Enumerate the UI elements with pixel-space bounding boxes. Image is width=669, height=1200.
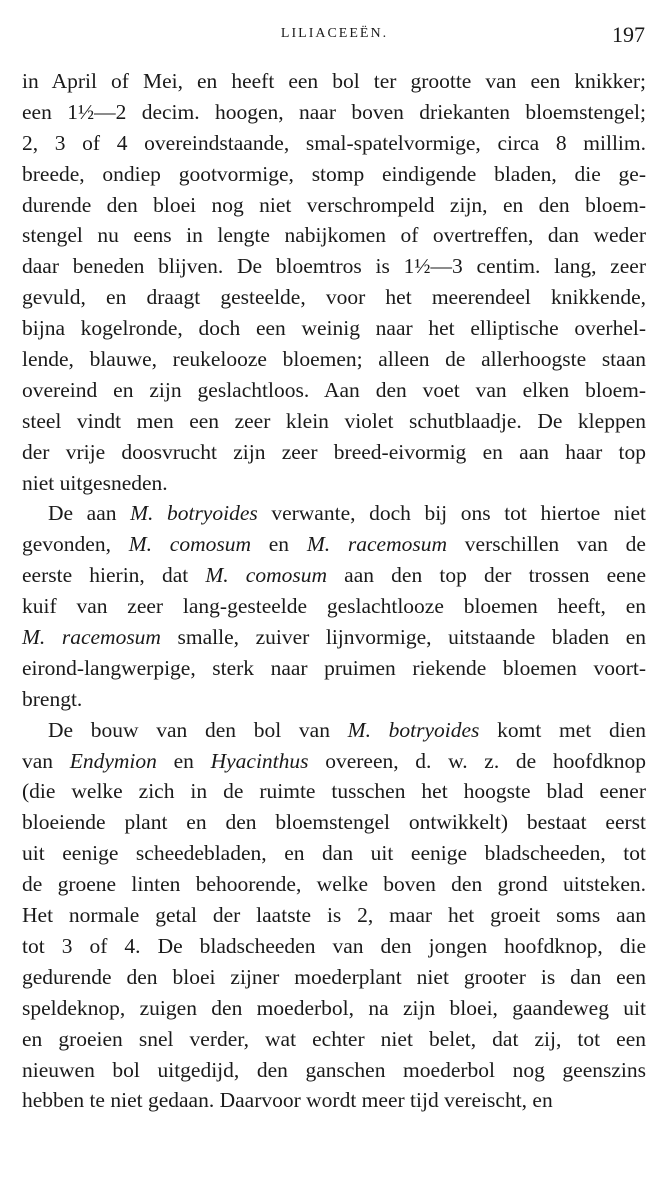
text-run: 2, 3 of 4 overeindstaande, smal-spatelvormige, circa 8 millim. bbox=[22, 130, 646, 155]
text-run: en groeien snel verder, wat echter niet belet, dat zij, tot een bbox=[22, 1026, 646, 1051]
species-name: M. racemosum bbox=[306, 532, 448, 557]
text-run: een 1½—2 decim. hoogen, naar boven driekanten bloemstengel; bbox=[22, 99, 646, 124]
text-line bbox=[22, 375, 646, 406]
text-run: der vrije doosvrucht zijn zeer breed-eivormig en aan haar top bbox=[22, 439, 646, 464]
text-run: de groene linten behoorende, welke boven den grond uitsteken. bbox=[22, 872, 646, 897]
text-run: in April of Mei, en heeft een bol ter grootte van een knikker; bbox=[22, 69, 646, 93]
text-line bbox=[22, 684, 646, 715]
text-run: speldeknop, zuigen den moederbol, na zijn bloei, gaandeweg uit bbox=[22, 995, 646, 1020]
text-run: gedurende den bloei zijner moederplant niet grooter is dan een bbox=[22, 964, 646, 989]
text-line bbox=[22, 1055, 646, 1086]
text-run: aan den top der trossen eene bbox=[327, 563, 647, 588]
text-run: brengt. bbox=[22, 686, 83, 711]
text-line bbox=[22, 715, 646, 746]
text-line bbox=[22, 560, 646, 591]
species-name: M. comosum bbox=[205, 563, 328, 588]
text-line bbox=[22, 406, 646, 437]
text-run: durende den bloei nog niet verschrompeld zijn, en den bloem- bbox=[22, 192, 646, 217]
text-line bbox=[22, 993, 646, 1024]
text-line bbox=[22, 838, 646, 869]
text-line bbox=[22, 128, 646, 159]
text-run: lende, blauwe, reukelooze bloemen; alleen de allerhoogste staan bbox=[22, 347, 646, 372]
text-line bbox=[22, 498, 646, 529]
text-run: breede, ondiep gootvormige, stomp eindigende bladen, die ge- bbox=[22, 161, 646, 186]
text-run: De aan bbox=[48, 501, 131, 526]
text-line bbox=[22, 653, 646, 684]
text-run: tot 3 of 4. De bladscheeden van den jongen hoofdknop, die bbox=[22, 933, 646, 958]
text-run: van bbox=[22, 748, 70, 773]
text-run: en bbox=[251, 532, 307, 557]
text-line bbox=[22, 344, 646, 375]
text-line bbox=[22, 159, 646, 190]
text-run: hebben te niet gedaan. Daarvoor wordt meer tijd vereischt, en bbox=[22, 1088, 553, 1113]
page-number: 197 bbox=[612, 22, 645, 47]
text-run: overeen, d. w. z. de hoofdknop bbox=[308, 748, 647, 773]
text-run: verwante, doch bij ons tot hiertoe niet bbox=[257, 501, 646, 526]
text-line bbox=[22, 468, 646, 499]
text-line bbox=[22, 220, 646, 251]
text-line bbox=[22, 746, 646, 777]
species-name: M. racemosum bbox=[22, 625, 161, 650]
species-name: M. comosum bbox=[128, 532, 251, 557]
text-line bbox=[22, 931, 646, 962]
text-run: daar beneden blijven. De bloemtros is 1½—3 centim. lang, zeer bbox=[22, 254, 646, 279]
text-run: verschillen van de bbox=[447, 532, 646, 557]
text-run: en bbox=[156, 748, 211, 773]
text-line bbox=[22, 190, 646, 221]
text-run: gevonden, bbox=[22, 532, 129, 557]
text-line bbox=[22, 66, 646, 97]
species-name: M. botryoides bbox=[347, 717, 480, 742]
species-name: Hyacinthus bbox=[210, 748, 309, 773]
text-line bbox=[22, 251, 646, 282]
species-name: Endymion bbox=[69, 748, 157, 773]
text-run: (die welke zich in de ruimte tusschen het hoogste blad eener bbox=[22, 779, 646, 804]
text-line bbox=[22, 282, 646, 313]
text-run: De bouw van den bol van bbox=[48, 717, 348, 742]
text-run: Het normale getal der laatste is 2, maar het groeit soms aan bbox=[22, 903, 646, 928]
text-run: eirond-langwerpige, sterk naar pruimen riekende bloemen voort- bbox=[22, 655, 646, 680]
text-line bbox=[22, 529, 646, 560]
text-line bbox=[22, 869, 646, 900]
text-line bbox=[22, 807, 646, 838]
text-line bbox=[22, 962, 646, 993]
text-line bbox=[22, 437, 646, 468]
running-title: LILIACEEËN. bbox=[280, 26, 389, 41]
text-line bbox=[22, 1085, 646, 1116]
text-run: gevuld, en draagt gesteelde, voor het meerendeel knikkende, bbox=[22, 285, 646, 310]
running-head bbox=[0, 22, 669, 50]
text-run: uit eenige scheedebladen, en dan uit eenige bladscheeden, tot bbox=[22, 841, 646, 866]
text-line bbox=[22, 622, 646, 653]
text-run: bloeiende plant en den bloemstengel ontwikkelt) bestaat eerst bbox=[22, 810, 646, 835]
text-run: bijna kogelronde, doch een weinig naar het elliptische overhel- bbox=[22, 316, 646, 341]
text-run: komt met dien bbox=[479, 717, 646, 742]
species-name: M. botryoides bbox=[130, 501, 258, 526]
text-run: smalle, zuiver lijnvormige, uitstaande bladen en bbox=[160, 625, 646, 650]
body-text bbox=[22, 66, 646, 1116]
text-run: stengel nu eens in lengte nabijkomen of overtreffen, dan weder bbox=[22, 223, 646, 248]
text-run: nieuwen bol uitgedijd, den ganschen moederbol nog geenszins bbox=[22, 1057, 646, 1082]
text-line bbox=[22, 313, 646, 344]
text-run: kuif van zeer lang-gesteelde geslachtlooze bloemen heeft, en bbox=[22, 594, 646, 619]
text-line bbox=[22, 591, 646, 622]
text-line bbox=[22, 900, 646, 931]
text-line bbox=[22, 97, 646, 128]
text-run: niet uitgesneden. bbox=[22, 470, 168, 495]
text-line bbox=[22, 1024, 646, 1055]
text-run: steel vindt men een zeer klein violet schutblaadje. De kleppen bbox=[22, 408, 646, 433]
text-run: eerste hierin, dat bbox=[22, 563, 206, 588]
text-run: overeind en zijn geslachtloos. Aan den voet van elken bloem- bbox=[22, 377, 646, 402]
text-line bbox=[22, 776, 646, 807]
